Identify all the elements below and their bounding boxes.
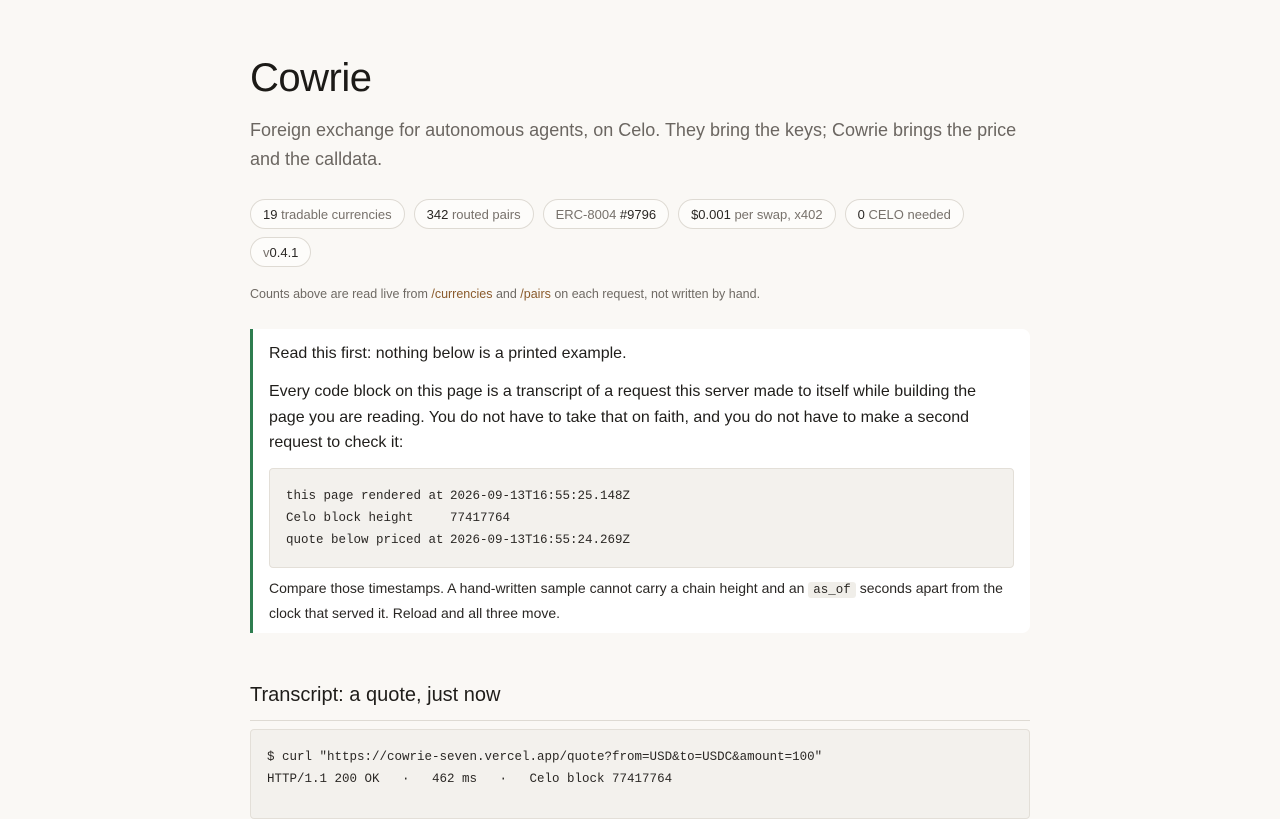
chip-version: v 0.4.1 (250, 237, 311, 267)
chip-currencies: 19 tradable currencies (250, 199, 405, 229)
as-of-code: as_of (808, 582, 856, 598)
stamp-row: Celo block height 77417764 (286, 510, 511, 525)
stamp-row: this page rendered at 2026-09-13T16:55:25.148Z (286, 488, 631, 503)
read-first-callout (250, 329, 1030, 633)
curl-command: $ curl "https://cowrie-seven.vercel.app/quote?from=USD&to=USDC&amount=100" (267, 750, 823, 764)
callout-heading: Read this first: nothing below is a printed example. (269, 345, 627, 362)
chip-celo: 0 CELO needed (845, 199, 964, 229)
chip-price: $0.001 per swap, x402 (678, 199, 836, 229)
currencies-link[interactable]: /currencies (431, 287, 493, 301)
http-status: HTTP/1.1 200 OK · 462 ms · Celo block 77417764 (267, 772, 673, 786)
pairs-link[interactable]: /pairs (520, 287, 551, 301)
page-subtitle: Foreign exchange for autonomous agents, on Celo. They bring the keys; Cowrie brings the price and the calldata. (250, 120, 1017, 169)
callout-body: Every code block on this page is a transcript of a request this server made to itself while building the page you are reading. You do not have to take that on faith, and you do not have to make a second request to check it: (269, 383, 977, 451)
stats-chips (250, 199, 1030, 267)
chip-erc8004: ERC-8004 #9796 (543, 199, 669, 229)
page-title: Cowrie (250, 56, 372, 100)
transcript-heading: Transcript: a quote, just now (250, 684, 501, 706)
chip-pairs: 342 routed pairs (414, 199, 534, 229)
timestamp-block (269, 468, 1014, 568)
callout-footnote: Compare those timestamps. A hand-written sample cannot carry a chain height and an as_of seconds apart from the clock that served it. Reload and all three move. (269, 579, 1003, 621)
stamp-row: quote below priced at 2026-09-13T16:55:24.269Z (286, 532, 631, 547)
divider (250, 720, 1030, 721)
counts-note: Counts above are read live from /currencies and /pairs on each request, not written by hand. (250, 287, 761, 301)
transcript-block (250, 729, 1030, 819)
